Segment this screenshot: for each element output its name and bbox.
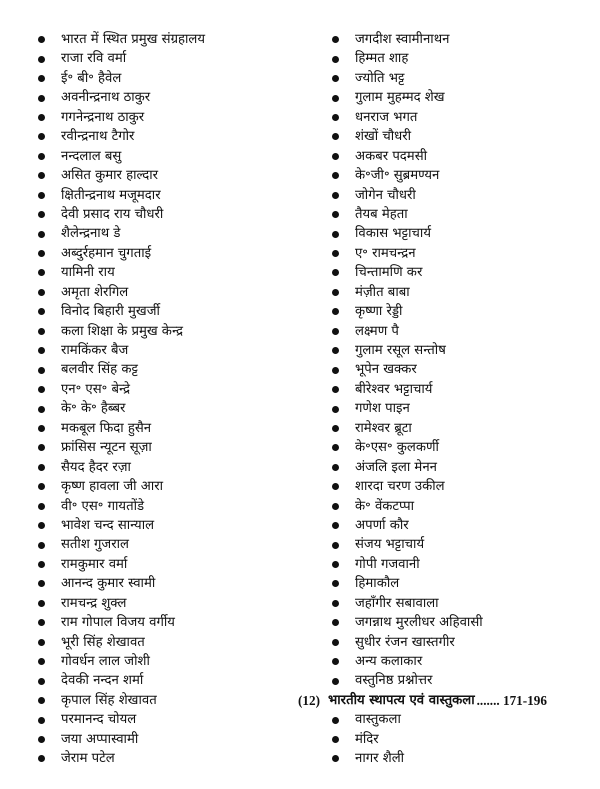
bullet-icon	[332, 736, 339, 743]
list-item-label: देवी प्रसाद राय चौधरी	[61, 206, 164, 222]
bullet-icon	[38, 444, 45, 451]
list-item-label: रामकिंकर बैज	[61, 343, 129, 358]
list-item-label: कृष्ण हावला जी आरा	[61, 479, 164, 495]
list-item	[38, 633, 298, 652]
list-item	[38, 147, 298, 166]
list-item-label: ई॰ बी॰ हैवेल	[61, 70, 122, 86]
list-item	[332, 263, 592, 282]
list-item-label: वास्तुकला	[355, 712, 401, 728]
bullet-icon	[332, 386, 339, 393]
list-item	[332, 749, 592, 768]
list-item-label: गुलाम मुहम्मद शेख	[355, 90, 445, 106]
list-item-label: राजा रवि वर्मा	[61, 51, 127, 67]
list-item	[332, 30, 592, 49]
list-item	[38, 594, 298, 613]
list-item-label: वी॰ एस॰ गायतोंडे	[61, 498, 145, 514]
list-item	[38, 555, 298, 574]
list-item	[38, 322, 298, 341]
list-item	[332, 186, 592, 205]
list-item	[38, 283, 298, 302]
list-item-label: हिमाकौल	[355, 576, 400, 592]
list-item	[332, 127, 592, 146]
list-item	[332, 594, 592, 613]
left-topic-list	[38, 30, 298, 769]
list-item	[38, 108, 298, 127]
list-item	[38, 166, 298, 185]
bullet-icon	[332, 231, 339, 238]
bullet-icon	[332, 542, 339, 549]
bullet-icon	[332, 367, 339, 374]
bullet-icon	[38, 75, 45, 82]
list-item	[332, 283, 592, 302]
list-item-label: अन्य कलाकार	[355, 654, 423, 669]
list-item	[332, 49, 592, 68]
bullet-icon	[332, 56, 339, 63]
list-item	[38, 710, 298, 729]
bullet-icon	[332, 406, 339, 413]
list-item-label: सतीश गुजराल	[61, 537, 129, 553]
list-item-label: जोगेन चौधरी	[355, 187, 416, 203]
bullet-icon	[332, 678, 339, 685]
list-item-label: अब्दुर्रहमान चुगताई	[61, 245, 152, 261]
list-item-label: एन॰ एस॰ बेन्द्रे	[61, 381, 131, 397]
list-item-label: ज्योति भट्ट	[355, 70, 405, 86]
bullet-icon	[332, 717, 339, 724]
list-item-label: भारत में स्थित प्रमुख संग्रहालय	[61, 32, 206, 47]
list-item	[38, 438, 298, 457]
bullet-icon	[38, 192, 45, 199]
bullet-icon	[332, 133, 339, 140]
list-item	[332, 613, 592, 632]
list-item	[332, 438, 592, 457]
list-item-label: सुधीर रंजन खास्तगीर	[355, 634, 455, 650]
list-item	[38, 730, 298, 749]
bullet-icon	[38, 114, 45, 121]
list-item-label: मंज़ीत बाबा	[355, 284, 410, 300]
bullet-icon	[38, 503, 45, 510]
bullet-icon	[332, 114, 339, 121]
list-item	[38, 380, 298, 399]
list-item	[38, 613, 298, 632]
bullet-icon	[332, 36, 339, 43]
list-item-label: जगन्नाथ मुरलीधर अहिवासी	[355, 615, 483, 631]
list-item	[38, 88, 298, 107]
list-item	[38, 458, 298, 477]
list-item-label: जगदीश स्वामीनाथन	[355, 32, 450, 47]
list-item	[38, 49, 298, 68]
bullet-icon	[38, 639, 45, 646]
bullet-icon	[38, 211, 45, 218]
list-item-label: नागर शैली	[355, 751, 405, 767]
list-item	[38, 477, 298, 496]
bullet-icon	[332, 75, 339, 82]
bullet-icon	[332, 522, 339, 529]
bullet-icon	[38, 153, 45, 160]
bullet-icon	[38, 464, 45, 471]
list-item-label: भावेश चन्द सान्याल	[61, 517, 155, 533]
list-item-label: बलवीर सिंह कट्ट	[61, 362, 138, 378]
list-item	[332, 147, 592, 166]
bullet-icon	[332, 172, 339, 179]
list-item-label: चिन्तामणि कर	[355, 265, 423, 281]
bullet-icon	[38, 231, 45, 238]
list-item-label: हिम्मत शाह	[355, 51, 409, 67]
list-item	[332, 360, 592, 379]
list-item-label: रामेश्वर ब्रूटा	[355, 420, 412, 436]
list-item	[332, 574, 592, 593]
list-item-label: शंखों चौधरी	[355, 129, 412, 145]
list-item	[332, 69, 592, 88]
list-item-label: विनोद बिहारी मुखर्जी	[61, 304, 160, 320]
list-item	[332, 516, 592, 535]
list-item	[332, 399, 592, 418]
list-item	[38, 205, 298, 224]
list-item	[332, 341, 592, 360]
list-item	[38, 302, 298, 321]
list-item-label: क्षितीन्द्रनाथ मजूमदार	[61, 187, 161, 203]
list-item	[38, 497, 298, 516]
list-item-label: शैलेन्द्रनाथ डे	[61, 226, 121, 242]
bullet-icon	[38, 542, 45, 549]
list-item-label: संजय भट्टाचार्य	[355, 537, 425, 553]
bullet-icon	[38, 406, 45, 413]
bullet-icon	[38, 308, 45, 315]
bullet-icon	[38, 328, 45, 335]
bullet-icon	[38, 580, 45, 587]
section-number: (12)	[298, 692, 320, 708]
list-item	[332, 555, 592, 574]
list-item-label: अमृता शेरगिल	[61, 284, 129, 300]
bullet-icon	[38, 386, 45, 393]
list-item-label: आनन्द कुमार स्वामी	[61, 576, 156, 592]
list-item	[332, 652, 592, 671]
list-item	[38, 691, 298, 710]
list-item-label: बीरेश्वर भट्टाचार्य	[355, 381, 433, 397]
list-item-label: धनराज भगत	[355, 109, 418, 125]
list-item	[38, 69, 298, 88]
right-topic-list	[298, 30, 592, 769]
section-heading	[298, 691, 592, 710]
list-item-label: नन्दलाल बसु	[61, 148, 122, 164]
list-item	[332, 671, 592, 690]
bullet-icon	[38, 619, 45, 626]
list-item-label: अंजलि इला मेनन	[355, 459, 437, 475]
bullet-icon	[332, 308, 339, 315]
bullet-icon	[38, 250, 45, 257]
bullet-icon	[38, 483, 45, 490]
bullet-icon	[38, 289, 45, 296]
list-item-label: भूरी सिंह शेखावत	[61, 634, 145, 650]
list-item-label: फ्रांसिस न्यूटन सूज़ा	[61, 440, 152, 456]
list-item	[38, 419, 298, 438]
list-item-label: गोवर्धन लाल जोशी	[61, 654, 150, 669]
bullet-icon	[332, 269, 339, 276]
bullet-icon	[332, 444, 339, 451]
list-item-label: भूपेन खक्कर	[355, 362, 417, 378]
list-item	[38, 399, 298, 418]
list-item	[332, 224, 592, 243]
bullet-icon	[38, 736, 45, 743]
list-item-label: सैयद हैदर रज़ा	[61, 459, 131, 475]
list-item-label: यामिनी राय	[61, 265, 115, 281]
list-item-label: के॰जी॰ सुब्रमण्यन	[355, 168, 440, 184]
bullet-icon	[332, 600, 339, 607]
section-title: भारतीय स्थापत्य एवं वास्तुकला	[328, 692, 475, 708]
list-item-label: परमानन्द चोयल	[61, 712, 137, 728]
bullet-icon	[332, 464, 339, 471]
list-item	[38, 652, 298, 671]
bullet-icon	[332, 425, 339, 432]
list-item-label: कला शिक्षा के प्रमुख केन्द्र	[61, 323, 184, 339]
bullet-icon	[332, 619, 339, 626]
list-item-label: मकबूल फिदा हुसैन	[61, 420, 152, 436]
list-item	[38, 341, 298, 360]
list-item	[332, 88, 592, 107]
list-item-label: ए॰ रामचन्द्रन	[355, 245, 416, 261]
bullet-icon	[332, 289, 339, 296]
list-item-label: असित कुमार हाल्दार	[61, 168, 159, 184]
list-item-label: गगनेन्द्रनाथ ठाकुर	[61, 109, 145, 125]
bullet-icon	[332, 153, 339, 160]
list-item	[332, 244, 592, 263]
list-item-label: के॰ के॰ हैब्बर	[61, 401, 126, 417]
bullet-icon	[332, 503, 339, 510]
list-item	[332, 458, 592, 477]
list-item-label: अवनीन्द्रनाथ ठाकुर	[61, 90, 151, 106]
bullet-icon	[38, 522, 45, 529]
list-item	[38, 127, 298, 146]
list-item	[38, 263, 298, 282]
bullet-icon	[332, 561, 339, 568]
list-item	[332, 633, 592, 652]
list-item	[332, 730, 592, 749]
list-item-label: के॰ वेंकटप्पा	[355, 498, 415, 514]
bullet-icon	[38, 367, 45, 374]
bullet-icon	[38, 95, 45, 102]
list-item	[332, 419, 592, 438]
bullet-icon	[38, 172, 45, 179]
bullet-icon	[38, 697, 45, 704]
section-page-range: ....... 171-196	[476, 692, 547, 708]
list-item	[332, 322, 592, 341]
list-item	[332, 710, 592, 729]
bullet-icon	[38, 269, 45, 276]
list-item-label: गणेश पाइन	[355, 401, 410, 417]
list-item-label: रामकुमार वर्मा	[61, 556, 128, 572]
list-item	[332, 477, 592, 496]
list-item-label: रामचन्द्र शुक्ल	[61, 595, 127, 611]
bullet-icon	[38, 56, 45, 63]
list-item-label: जहाँगीर सबावाला	[355, 595, 439, 611]
list-item-label: वस्तुनिष्ठ प्रश्नोत्तर	[355, 673, 433, 689]
bullet-icon	[332, 250, 339, 257]
list-item-label: जेराम पटेल	[61, 751, 115, 767]
list-item	[332, 205, 592, 224]
bullet-icon	[38, 347, 45, 354]
list-item-label: जया अप्पास्वामी	[61, 731, 139, 747]
list-item-label: तैयब मेहता	[355, 206, 408, 222]
list-item-label: देवकी नन्दन शर्मा	[61, 673, 144, 689]
list-item	[332, 108, 592, 127]
list-item-label: लक्ष्मण पै	[355, 323, 399, 339]
list-item	[38, 671, 298, 690]
bullet-icon	[38, 425, 45, 432]
list-item	[38, 574, 298, 593]
bullet-icon	[38, 36, 45, 43]
bullet-icon	[38, 678, 45, 685]
list-item	[38, 535, 298, 554]
list-item-label: मंदिर	[355, 731, 379, 747]
bullet-icon	[38, 561, 45, 568]
list-item-label: अपर्णा कौर	[355, 517, 409, 533]
list-item	[332, 166, 592, 185]
bullet-icon	[332, 328, 339, 335]
bullet-icon	[332, 483, 339, 490]
list-item-label: शारदा चरण उकील	[355, 479, 445, 495]
list-item	[38, 186, 298, 205]
list-item	[38, 749, 298, 768]
list-item-label: राम गोपाल विजय वर्गीय	[61, 615, 175, 631]
list-item-label: विकास भट्टाचार्य	[355, 226, 431, 242]
bullet-icon	[332, 95, 339, 102]
list-item	[332, 380, 592, 399]
list-item	[332, 302, 592, 321]
bullet-icon	[332, 192, 339, 199]
list-item	[38, 30, 298, 49]
bullet-icon	[332, 639, 339, 646]
bullet-icon	[38, 658, 45, 665]
list-item	[38, 516, 298, 535]
list-item	[38, 224, 298, 243]
list-item-label: के॰एस॰ कुलकर्णी	[355, 440, 439, 456]
bullet-icon	[332, 211, 339, 218]
list-item	[332, 497, 592, 516]
list-item-label: गोपी गजवानी	[355, 556, 420, 572]
bullet-icon	[332, 347, 339, 354]
list-item-label: कृपाल सिंह शेखावत	[61, 692, 157, 708]
bullet-icon	[38, 755, 45, 762]
bullet-icon	[38, 133, 45, 140]
list-item-label: कृष्णा रेड्डी	[355, 304, 403, 320]
list-item	[38, 244, 298, 263]
list-item-label: अकबर पदमसी	[355, 148, 428, 164]
bullet-icon	[38, 717, 45, 724]
bullet-icon	[332, 658, 339, 665]
list-item-label: गुलाम रसूल सन्तोष	[355, 343, 446, 358]
list-item-label: रवीन्द्रनाथ टैगोर	[61, 129, 135, 145]
bullet-icon	[332, 580, 339, 587]
bullet-icon	[332, 755, 339, 762]
list-item	[332, 535, 592, 554]
bullet-icon	[38, 600, 45, 607]
list-item	[38, 360, 298, 379]
